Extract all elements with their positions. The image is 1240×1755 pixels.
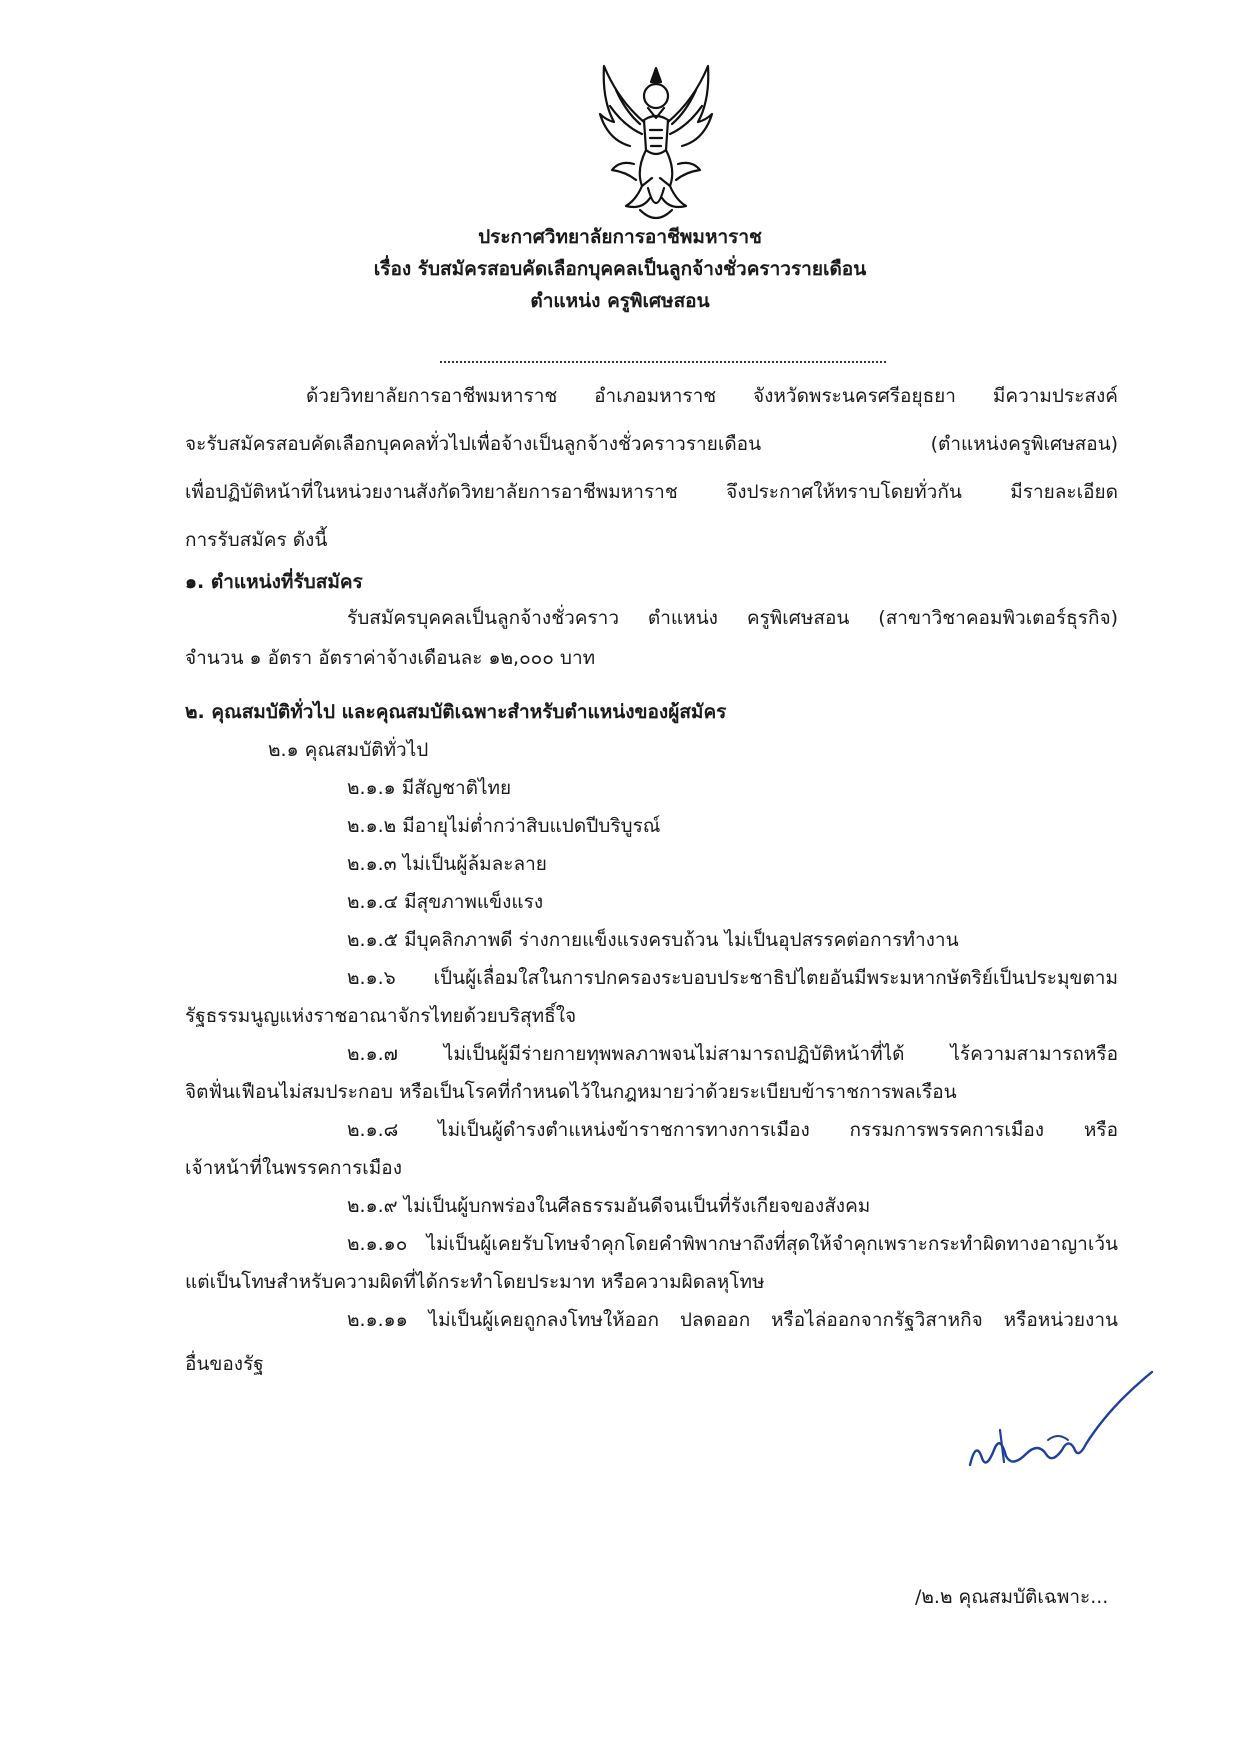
section1-line-2: จำนวน ๑ อัตรา อัตราค่าจ้างเดือนละ ๑๒,๐๐๐ บาท	[185, 647, 596, 669]
list-item: ๒.๑.๑๑ ไม่เป็นผู้เคยถูกลงโทษให้ออก ปลดออก หรือไล่ออกจากรัฐวิสาหกิจ หรือหน่วยงาน	[347, 1309, 1118, 1331]
list-item: ๒.๑.๒ มีอายุไม่ต่ำกว่าสิบแปดปีบริบูรณ์	[347, 815, 661, 837]
list-item: ๒.๑.๔ มีสุขภาพแข็งแรง	[347, 891, 544, 913]
section2-subheading: ๒.๑ คุณสมบัติทั่วไป	[268, 739, 429, 761]
list-item-continuation: รัฐธรรมนูญแห่งราชอาณาจักรไทยด้วยบริสุทธิ์ใจ	[185, 1005, 577, 1027]
intro-line-2: จะรับสมัครสอบคัดเลือกบุคคลทั่วไปเพื่อจ้างเป็นลูกจ้างชั่วคราวรายเดือน (ตำแหน่งครูพิเศษสอน)	[185, 433, 1118, 455]
list-item-continuation: แต่เป็นโทษสำหรับความผิดที่ได้กระทำโดยประมาท หรือความผิดลหุโทษ	[185, 1271, 765, 1293]
list-item: ๒.๑.๙ ไม่เป็นผู้บกพร่องในศีลธรรมอันดีจนเป็นที่รังเกียจของสังคม	[347, 1195, 871, 1217]
list-item: ๒.๑.๓ ไม่เป็นผู้ล้มละลาย	[347, 853, 547, 875]
garuda-emblem-icon	[596, 60, 716, 230]
intro-line-4: การรับสมัคร ดังนี้	[185, 529, 328, 551]
next-page-reference: /๒.๒ คุณสมบัติเฉพาะ...	[915, 1586, 1109, 1608]
list-item: ๒.๑.๘ ไม่เป็นผู้ดำรงตำแหน่งข้าราชการทางการเมือง กรรมการพรรคการเมือง หรือ	[347, 1119, 1118, 1141]
list-item: ๒.๑.๑๐ ไม่เป็นผู้เคยรับโทษจำคุกโดยคำพิพากษาถึงที่สุดให้จำคุกเพราะกระทำผิดทางอาญาเว้น	[347, 1233, 1118, 1255]
document-position: ตำแหน่ง ครูพิเศษสอน	[530, 290, 710, 312]
list-item-continuation: จิตฟั่นเฟือนไม่สมประกอบ หรือเป็นโรคที่กำหนดไว้ในกฎหมายว่าด้วยระเบียบข้าราชการพลเรือน	[185, 1081, 957, 1103]
list-item: ๒.๑.๗ ไม่เป็นผู้มีร่ายกายทุพพลภาพจนไม่สามารถปฏิบัติหน้าที่ได้ ไร้ความสามารถหรือ	[347, 1043, 1118, 1065]
list-item-continuation: เจ้าหน้าที่ในพรรคการเมือง	[185, 1157, 402, 1179]
section2-heading: ๒. คุณสมบัติทั่วไป และคุณสมบัติเฉพาะสำหรับตำแหน่งของผู้สมัคร	[185, 701, 727, 723]
document-subject: เรื่อง รับสมัครสอบคัดเลือกบุคคลเป็นลูกจ้างชั่วคราวรายเดือน	[373, 258, 867, 280]
list-item-continuation: อื่นของรัฐ	[185, 1353, 264, 1375]
document-title: ประกาศวิทยาลัยการอาชีพมหาราช	[478, 226, 762, 248]
section1-line-1: รับสมัครบุคคลเป็นลูกจ้างชั่วคราว ตำแหน่ง ครูพิเศษสอน (สาขาวิชาคอมพิวเตอร์ธุรกิจ)	[347, 607, 1118, 629]
section1-heading: ๑. ตำแหน่งที่รับสมัคร	[185, 571, 363, 593]
intro-line-1: ด้วยวิทยาลัยการอาชีพมหาราช อำเภอมหาราช จังหวัดพระนครศรีอยุธยา มีความประสงค์	[306, 385, 1118, 407]
list-item: ๒.๑.๖ เป็นผู้เลื่อมใสในการปกครองระบอบประชาธิปไตยอันมีพระมหากษัตริย์เป็นประมุขตาม	[347, 967, 1118, 989]
list-item: ๒.๑.๑ มีสัญชาติไทย	[347, 777, 512, 799]
signature-icon	[960, 1370, 1160, 1480]
list-item: ๒.๑.๕ มีบุคลิกภาพดี ร่างกายแข็งแรงครบถ้วน ไม่เป็นอุปสรรคต่อการทำงาน	[347, 929, 959, 951]
intro-line-3: เพื่อปฏิบัติหน้าที่ในหน่วยงานสังกัดวิทยาลัยการอาชีพมหาราช จึงประกาศให้ทราบโดยทั่วกัน มีรายละเอียด	[185, 481, 1118, 503]
separator-dots	[440, 361, 886, 363]
